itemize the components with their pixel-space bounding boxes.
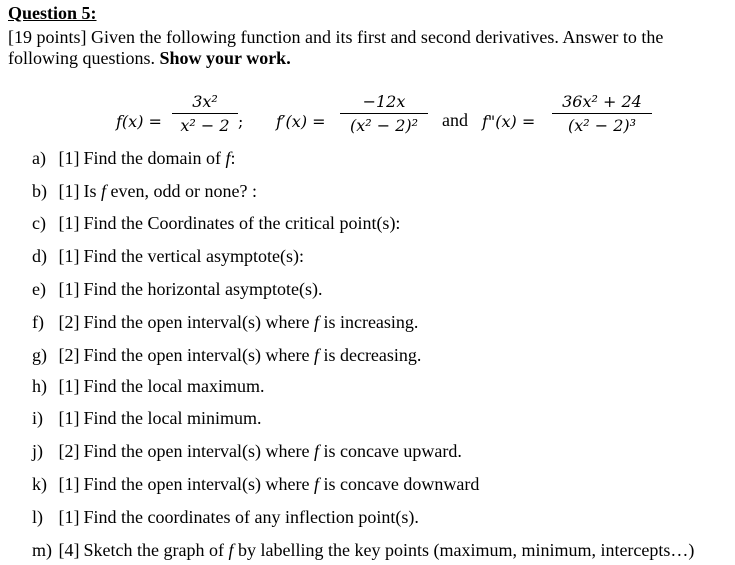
f-fraction-bar: [172, 113, 238, 114]
question-label: m): [32, 540, 52, 560]
question-text: Find the open interval(s) where: [83, 441, 314, 461]
question-text: Find the open interval(s) where: [83, 312, 314, 332]
question-text: Find the Coordinates of the critical point(s):: [83, 213, 401, 233]
question-text: Is: [83, 181, 101, 201]
question-variable: f: [313, 312, 319, 332]
question-points: [1]: [58, 507, 80, 527]
question-item: [32, 441, 462, 461]
question-item: [32, 345, 421, 365]
question-points: [1]: [58, 474, 80, 494]
question-text-after: is decreasing.: [318, 345, 422, 365]
question-text-after: is increasing.: [318, 312, 419, 332]
question-label: e): [32, 279, 46, 299]
intro-text: [19 points] Given the following function and its first and second derivatives. Answer to the following questions.: [8, 27, 664, 68]
question-text: Find the vertical asymptote(s):: [83, 246, 304, 266]
question-text-after: is concave upward.: [318, 441, 462, 461]
f1-fraction-bar: [340, 113, 428, 114]
question-label: k): [32, 474, 47, 494]
question-label: a): [32, 148, 46, 168]
question-item: [32, 507, 419, 527]
question-item: [32, 408, 262, 428]
question-item: [32, 148, 236, 168]
question-label: b): [32, 181, 47, 201]
question-label: i): [32, 408, 43, 428]
question-points: [2]: [58, 441, 80, 461]
question-variable: f: [225, 148, 231, 168]
question-variable: f: [313, 441, 319, 461]
question-text-after: by labelling the key points (maximum, minimum, intercepts…): [233, 540, 695, 560]
f1-fraction: [340, 92, 428, 136]
question-label: g): [32, 345, 47, 365]
question-label: f): [32, 312, 44, 332]
question-item: [32, 474, 479, 494]
question-text: Sketch the graph of: [83, 540, 229, 560]
question-variable: f: [101, 181, 107, 201]
question-points: [2]: [58, 312, 80, 332]
question-label: j): [32, 441, 43, 461]
question-points: [1]: [58, 181, 80, 201]
question-text: Find the open interval(s) where: [83, 345, 314, 365]
question-text: Find the local maximum.: [83, 376, 265, 396]
f-fraction: [172, 92, 238, 136]
question-points: [2]: [58, 345, 80, 365]
question-points: [1]: [58, 148, 80, 168]
question-title: Question 5:: [8, 3, 97, 23]
f2-denominator: (x² − 2)³: [567, 116, 637, 135]
f-lhs: f(x) =: [116, 112, 162, 131]
question-text-after: is concave downward: [318, 474, 480, 494]
question-variable: f: [313, 345, 319, 365]
question-label: h): [32, 376, 47, 396]
question-points: [1]: [58, 376, 80, 396]
f-numerator: 3x²: [192, 92, 218, 111]
formula-row: [0, 92, 735, 152]
f-denominator: x² − 2: [180, 116, 230, 135]
question-points: [1]: [58, 408, 80, 428]
question-variable: f: [228, 540, 234, 560]
f1-denominator: (x² − 2)²: [349, 116, 419, 135]
question-points: [1]: [58, 246, 80, 266]
and-connector: and: [442, 110, 468, 130]
question-variable: f: [313, 474, 319, 494]
question-text-after: even, odd or none? :: [106, 181, 257, 201]
f-separator: ;: [238, 112, 244, 131]
question-label: l): [32, 507, 43, 527]
question-text: Find the open interval(s) where: [83, 474, 314, 494]
question-item: [32, 246, 304, 266]
question-text-after: :: [230, 148, 236, 168]
f1-numerator: −12x: [362, 92, 406, 111]
question-text: Find the horizontal asymptote(s).: [83, 279, 323, 299]
question-label: c): [32, 213, 46, 233]
question-item: [32, 540, 694, 560]
f2-fraction: [552, 92, 652, 136]
f2-numerator: 36x² + 24: [562, 92, 642, 111]
question-text: Find the domain of: [83, 148, 226, 168]
question-points: [1]: [58, 213, 80, 233]
f1-lhs: f′(x) =: [276, 112, 326, 131]
question-intro: [8, 27, 728, 69]
f2-fraction-bar: [552, 113, 652, 114]
question-text: Find the local minimum.: [83, 408, 262, 428]
question-item: [32, 376, 264, 396]
f2-lhs: f"(x) =: [482, 112, 536, 131]
question-text: Find the coordinates of any inflection point(s).: [83, 507, 419, 527]
question-item: [32, 213, 400, 233]
question-item: [32, 312, 418, 332]
question-label: d): [32, 246, 47, 266]
question-item: [32, 181, 257, 201]
intro-bold-instruction: Show your work.: [159, 48, 291, 68]
question-points: [4]: [58, 540, 80, 560]
question-item: [32, 279, 322, 299]
question-points: [1]: [58, 279, 80, 299]
